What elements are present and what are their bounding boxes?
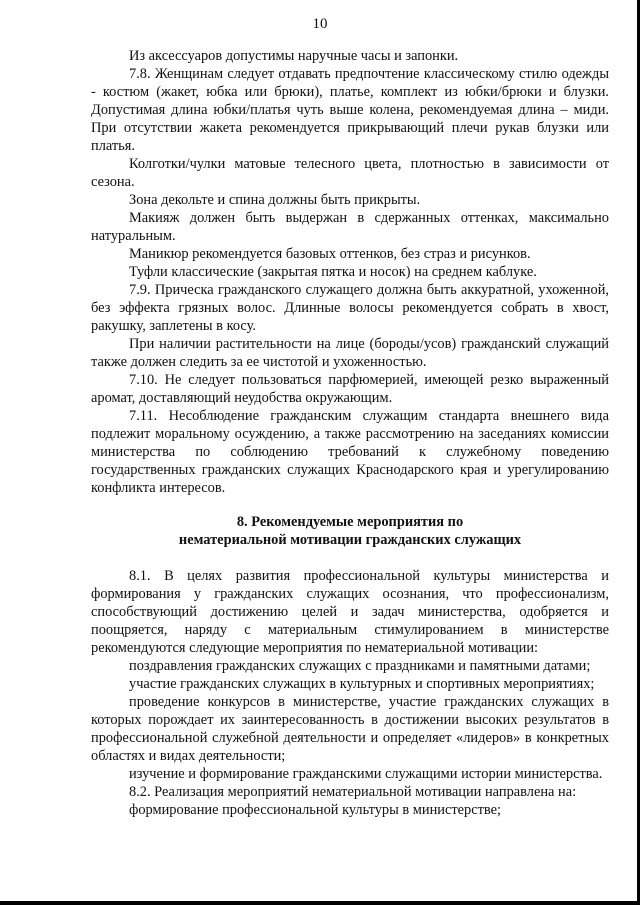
paragraph: Зона декольте и спина должны быть прикрыты. [129,192,421,208]
section-heading [91,513,609,549]
paragraph: Туфли классические (закрытая пятка и носок) на среднем каблуке. [129,264,537,280]
paragraph: Колготки/чулки матовые телесного цвета, плотностью в зависимости от сезона. [91,156,609,190]
paragraph: 7.10. Не следует пользоваться парфюмерией, имеющей резко выраженный аромат, доставляющий неудобства окружающим. [91,372,609,406]
paragraph: Из аксессуаров допустимы наручные часы и запонки. [129,48,459,64]
paragraph: 7.8. Женщинам следует отдавать предпочтение классическому стилю одежды - костюм (жакет, юбка или брюки), платье, комплект из юбки/брюки и блузки. Допустимая длина юбки/платья чуть выше колена, рекомендуемая длина – миди. При отсутствии жакета рекомендуется прикрывающий плечи рукав блузки или платья. [91,66,609,154]
paragraph: 8.1. В целях развития профессиональной культуры министерства и формирования у гражданских служащих осознания, что профессионализм, способствующий достижению целей и задач министерства, одобряется и поощряется, наряду с материальным стимулированием в министерстве рекомендуются следующие мероприятия по нематериальной мотивации: [91,568,609,656]
page-number: 10 [312,16,328,32]
paragraph: Макияж должен быть выдержан в сдержанных оттенках, максимально натуральным. [91,210,609,244]
paragraph: 7.11. Несоблюдение гражданским служащим стандарта внешнего вида подлежит моральному осуждению, а также рассмотрению на заседаниях комиссии министерства по соблюдению требований к служебному поведению государственных гражданских служащих Краснодарского края и урегулированию конфликта интересов. [91,408,609,496]
list-item: проведение конкурсов в министерстве, участие гражданских служащих в которых порождает их заинтересованность в достижении высоких результатов в профессиональной служебной деятельности и определяет «лидеров» в конкретных областях и видах деятельности; [91,694,609,764]
paragraph: 8.2. Реализация мероприятий нематериальной мотивации направлена на: [129,784,577,800]
scan-edge [0,901,640,905]
list-item: поздравления гражданских служащих с праздниками и памятными датами; [129,658,591,674]
document-body [91,47,609,819]
list-item: участие гражданских служащих в культурных и спортивных мероприятиях; [129,676,595,692]
list-item: формирование профессиональной культуры в министерстве; [129,802,501,818]
section-heading-line: 8. Рекомендуемые мероприятия по [236,514,464,530]
paragraph: Маникюр рекомендуется базовых оттенков, без страз и рисунков. [129,246,531,262]
section-heading-line: нематериальной мотивации гражданских служащих [178,532,522,548]
list-item: изучение и формирование гражданскими служащими истории министерства. [129,766,603,782]
paragraph: 7.9. Прическа гражданского служащего должна быть аккуратной, ухоженной, без эффекта грязных волос. Длинные волосы рекомендуется собрать в хвост, ракушку, заплетены в косу. [91,282,609,334]
paragraph: При наличии растительности на лице (бороды/усов) гражданский служащий также должен следить за ее чистотой и ухоженностью. [91,336,609,370]
